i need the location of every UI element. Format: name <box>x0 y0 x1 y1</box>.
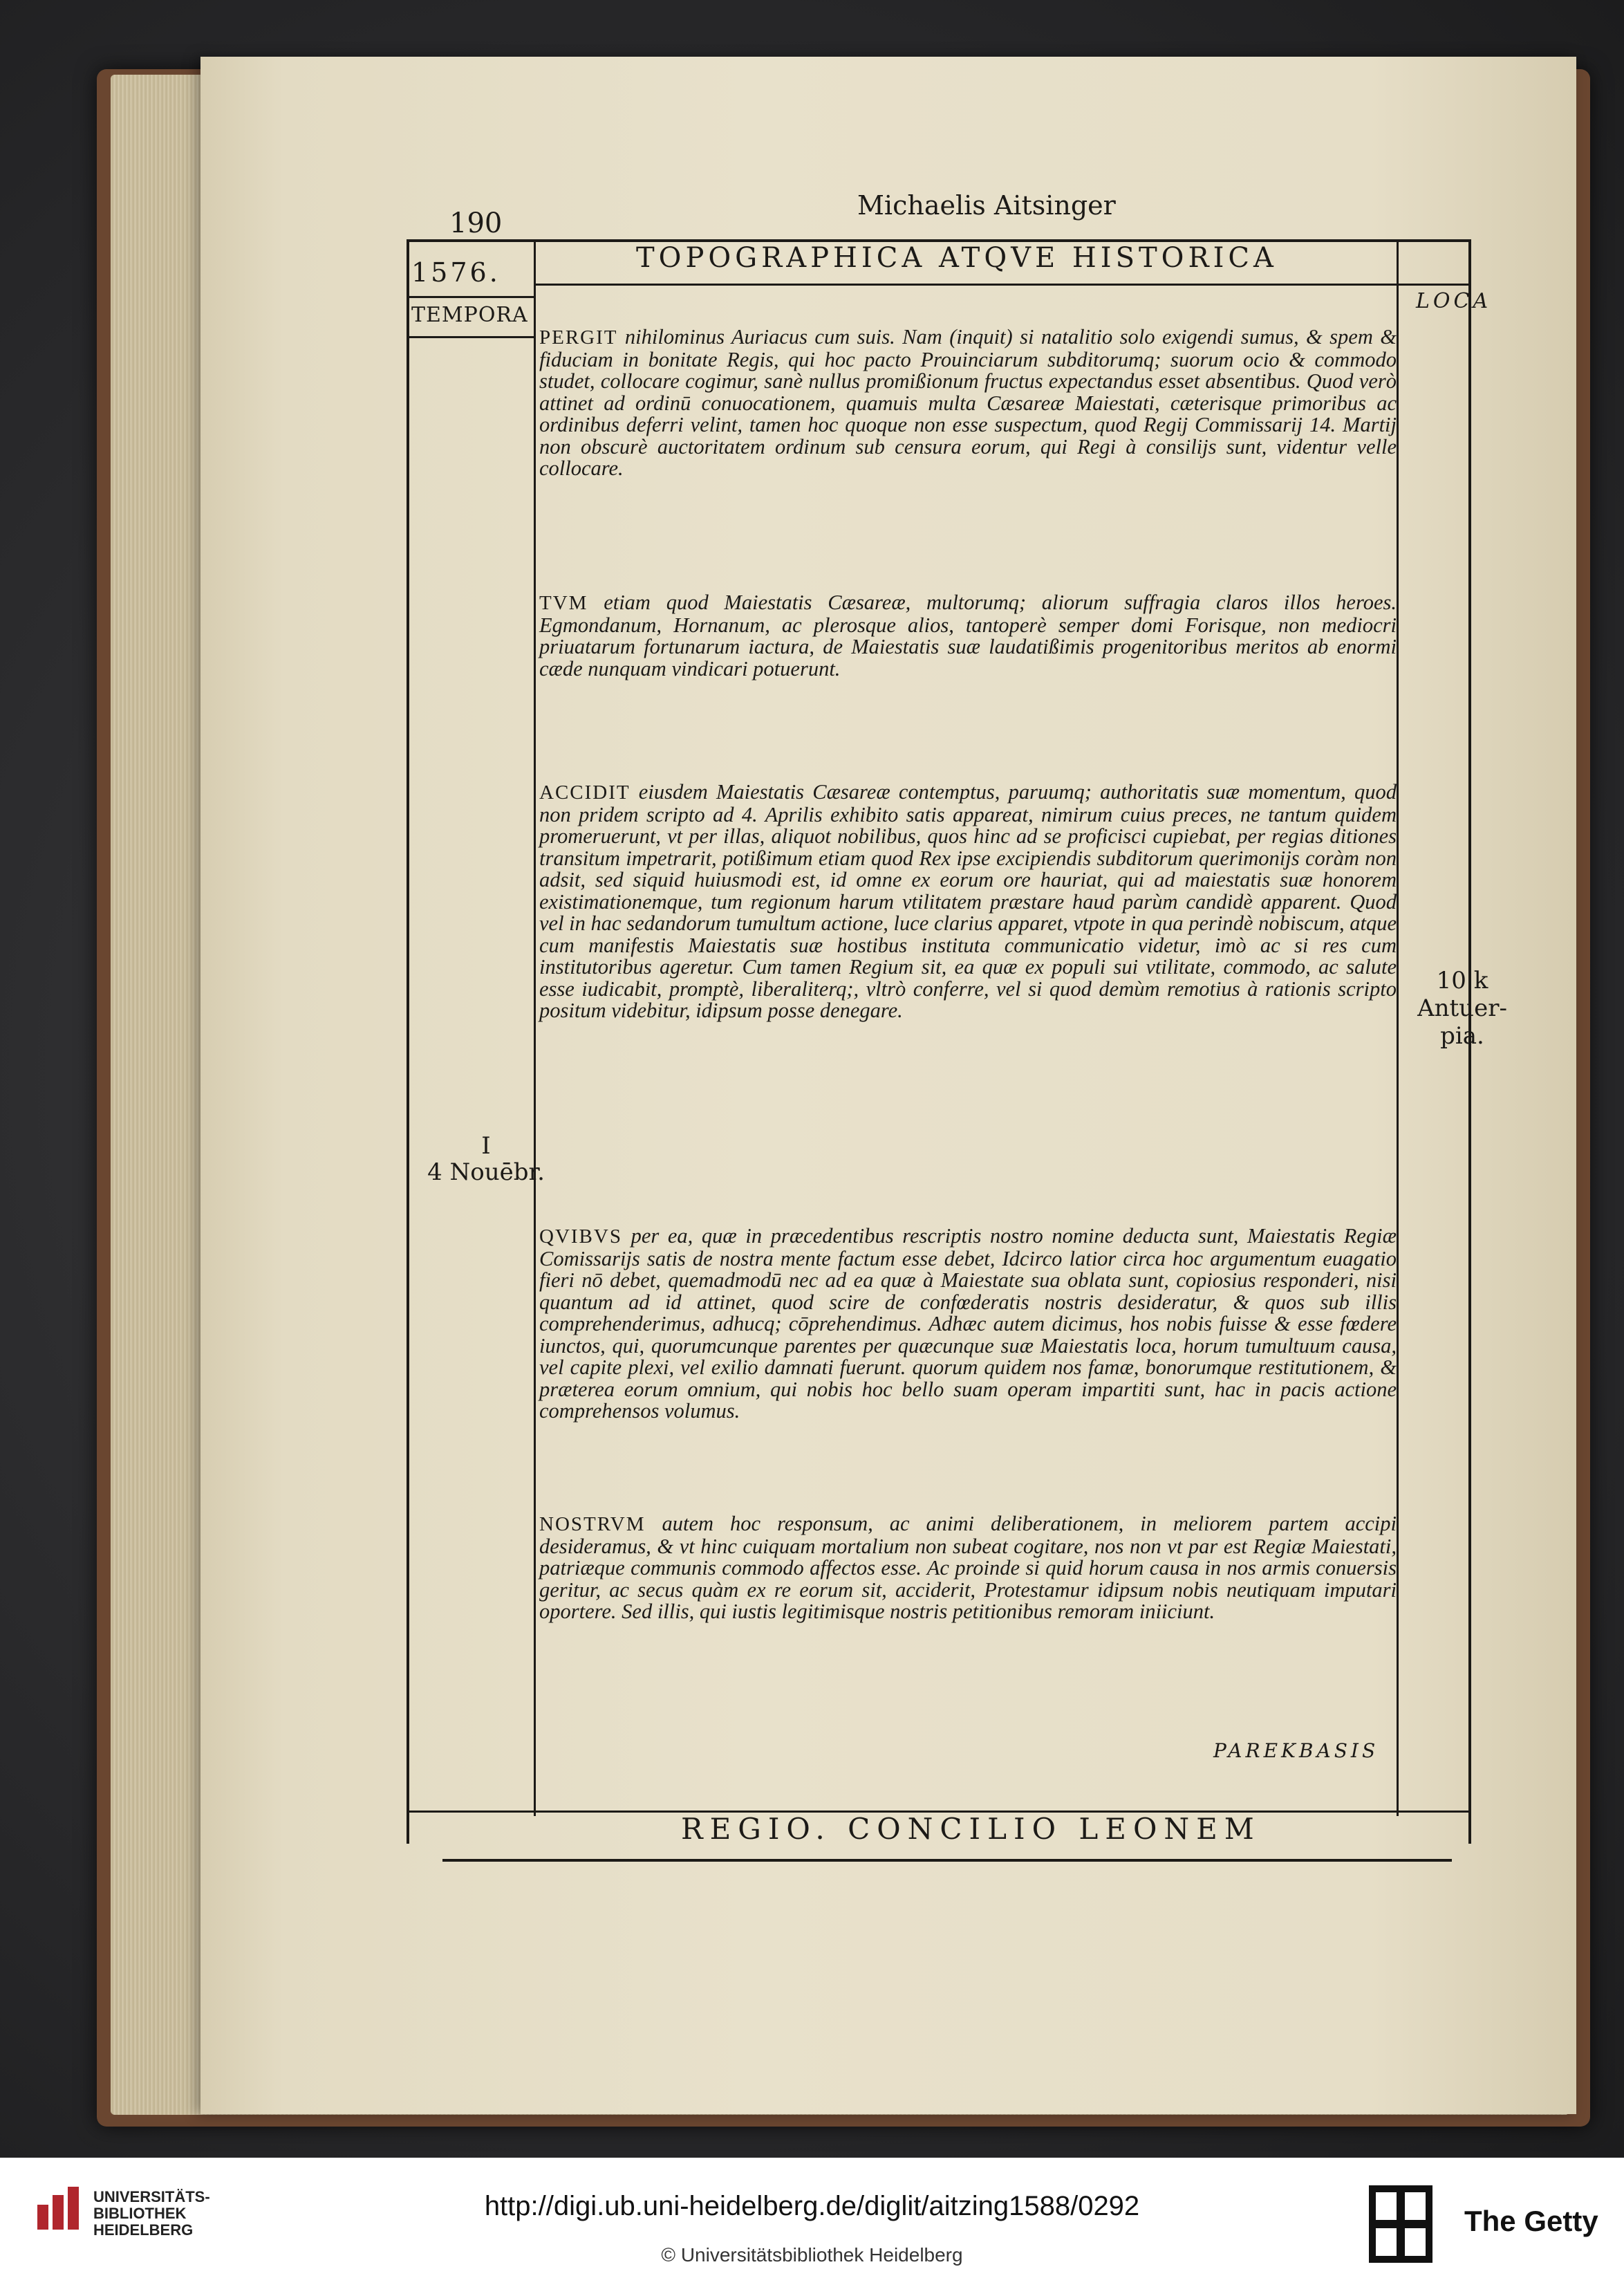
loca-column-rule <box>1397 239 1399 1816</box>
tempora-underline <box>407 336 535 338</box>
library-name-line: UNIVERSITÄTS- <box>93 2188 210 2205</box>
source-url[interactable]: http://digi.ub.uni-heidelberg.de/diglit/aitzing1588/0292 <box>484 2191 1140 2221</box>
frame-left-rule <box>407 239 409 1844</box>
tempora-note-line: 4 Nouēbr. <box>427 1158 545 1186</box>
paragraph-lead: QVIBVS <box>539 1225 622 1248</box>
bottom-title: REGIO. CONCILIO LEONEM <box>681 1812 1261 1846</box>
copyright: © Universitätsbibliothek Heidelberg <box>661 2244 963 2266</box>
library-name-line: HEIDELBERG <box>93 2221 194 2239</box>
paragraph-1 <box>539 326 1397 480</box>
paragraph-lead: ACCIDIT <box>539 781 631 804</box>
year-underline <box>407 296 535 298</box>
paragraph-text: nihilominus Auriacus cum suis. Nam (inquit) si natalitio solo exigendi sumus, & spem & fiduciam in bonitate Regis, qui hoc pacto Prouinciarum subditorumq; suorum ocio & commodo studet, collocare cogimur, sanè nullus promißionum fructus expectandus esset absentibus. Quod verò attinet ad ordinū conuocationem, quamuis multa Cæsareæ Maiestati, cæterisque primoribus ac ordinibus deferri velint, tamen hoc quoque non esse suspectum, quod Regij Commissarij 14. Martij non obscurè auctoritatem ordinum sub censura eorum, qui Regi à consilijs sunt, videntur velle collocare. <box>539 325 1397 480</box>
paragraph-text: eiusdem Maiestatis Cæsareæ contemptus, paruumq; authoritatis suæ momentum, quod non pridem scripto ad 4. Aprilis exhibito satis appareat, nimirum cuius preces, ne tantum quidem promeruerunt, vt per illas, aliquot nobilibus, quos hinc ad se proficisci cupiebat, per regias ditiones transitum impetrarit, potißimum etiam quod Rex ipse excipiendis subditorum querimonijs coràm non adsit, sed siquid huiusmodi est, id omne ex eorum ore hauriat, qui ad maiestatis suæ honorem existimationemque, tum regionum harum vtilitatem præstare haud parùm candidè apparent. Quod vel in hac sedandorum tumultum actione, luce clarius apparet, vtpote in qua perindè nobiscum, atque cum manifestis Maiestatis suæ hostibus instituta communicatio videtur, imò ac si res cum institutoribus ageretur. Cum tamen Regium sit, ea quæ ex populi sui vtilitate, commodo, ac salute esse iudicabit, promptè, liberaliterq;, vltrò conferre, vel si quod demùm remotius à rationis scripto positum videbitur, idipsum posse denegare. <box>539 780 1397 1022</box>
paragraph-text: etiam quod Maiestatis Cæsareæ, multorumq; aliorum suffragia claros illos heroes. Egmondanum, Hornanum, ac plerosque alios, tantoperè semper domi Forisque, non mediocri priuatarum fortunarum iactura, de Maiestatis suæ laudatißimis progenitoribus meritos ab enormi cæde nunquam vindicari potuerunt. <box>539 591 1397 680</box>
loca-note-line: pia. <box>1440 1022 1484 1050</box>
loca-note-line: Antuer- <box>1417 994 1507 1022</box>
paragraph-text: autem hoc responsum, ac animi deliberationem, in meliorem partem accipi desideramus, & vt hinc cuiquam mortalium non subeat cogitare, nos non vt par est Regiæ Maiestati, patriæque communis commodo affectos esse. Ac proinde si quid horum causa in nos armis conuersis geritur, ac secus quàm ex re eorum sit, acciderit, Protestamur idipsum nobis neutiquam imputari oportere. Sed illis, qui iustis legitimisque nostris petitionibus remoram iniiciunt. <box>539 1512 1397 1623</box>
tempora-note-line: I <box>481 1132 491 1160</box>
page-number: 190 <box>449 207 503 239</box>
bottom-outer-rule <box>442 1859 1452 1862</box>
paragraph-lead: PERGIT <box>539 326 618 349</box>
catchword: PAREKBASIS <box>1213 1739 1379 1762</box>
paragraph-lead: TVM <box>539 592 588 614</box>
getty-name: The Getty <box>1464 2205 1598 2237</box>
getty-logo-icon <box>1369 2185 1432 2263</box>
paragraph-4 <box>539 1225 1397 1423</box>
tempora-column-rule <box>534 239 536 1816</box>
paragraph-3 <box>539 781 1397 1022</box>
loca-label: LOCA <box>1416 289 1492 313</box>
paragraph-lead: NOSTRVM <box>539 1513 646 1535</box>
loca-note <box>1410 967 1514 1050</box>
paragraph-2 <box>539 592 1397 680</box>
title-underline <box>534 284 1398 286</box>
box-title: TOPOGRAPHICA ATQVE HISTORICA <box>636 242 1278 274</box>
loca-underline <box>1397 284 1470 286</box>
paragraph-5 <box>539 1513 1397 1623</box>
running-title: Michaelis Aitsinger <box>857 190 1116 221</box>
paragraph-text: per ea, quæ in præcedentibus rescriptis nostro nomine deducta sunt, Maiestatis Regiæ Comissarijs satis de nostra mente factum esse debet, Idcirco latior circa hoc argumentum euagatio fieri nō debet, quemadmodū nec ad ea quæ à Maiestate sua oblata sunt, copiosius responderi, nisi quantum ad id attinet, quod scire de confœderatis nostris desideratur, & quos sub illis comprehenderimus, adhucq; cōprehendimus. Adhæc autem dicimus, hos nobis fuisse & esse fœdere iunctos, qui, quorumcunque parentes per quæcunque suæ Maiestatis loca, horum tumultuum causa, vel capite plexi, vel exilio damnati fuerunt. quorum quidem nos famæ, bonorumque restitutionem, & præterea eorum omnium, qui nobis hoc bello suam operam impartiti sunt, hac in pacis actione comprehensos volumus. <box>539 1224 1397 1423</box>
tempora-label: TEMPORA <box>411 303 528 327</box>
tempora-note <box>420 1133 552 1185</box>
year: 1576. <box>411 257 501 288</box>
loca-note-line: 10 k <box>1436 967 1488 994</box>
library-name-line: BIBLIOTHEK <box>93 2205 187 2222</box>
